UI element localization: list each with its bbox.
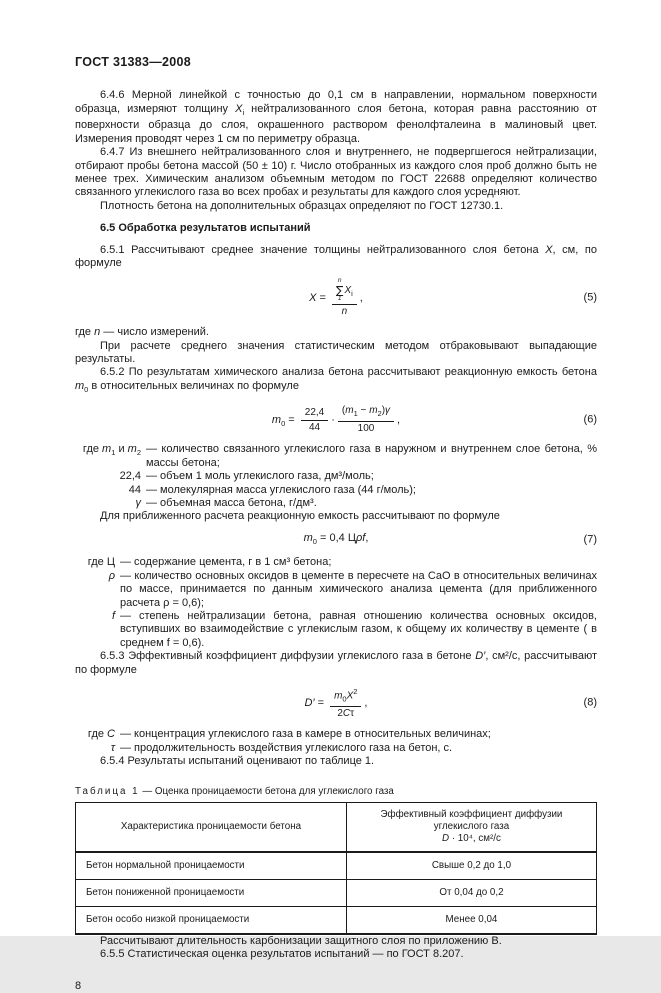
table-caption-text: Оценка проницаемости бетона для углекислого газа: [154, 785, 394, 797]
fraction-denominator: 100: [357, 423, 375, 435]
table-caption: [75, 785, 597, 798]
paragraph-6-5-4: 6.5.4 Результаты испытаний оценивают по таблице 1.: [100, 755, 375, 768]
sigma-icon: ∑: [336, 284, 344, 298]
text-run: 6.5.1 Рассчитывают среднее значение толщины нейтрализованного слоя бетона: [100, 243, 546, 256]
var-d-prime: D′: [475, 650, 486, 663]
var-f: f: [111, 609, 115, 622]
equals-sign: =: [314, 696, 328, 709]
text-run: где: [75, 326, 95, 339]
var-c: C: [342, 708, 351, 720]
definition-list-formula-6: [75, 443, 597, 510]
paragraph-6-5-5: 6.5.5 Статистическая оценка результатов испытаний — по ГОСТ 8.207.: [100, 948, 464, 961]
var-x: X: [309, 292, 317, 305]
fraction: [301, 406, 328, 434]
formula-number: (5): [583, 291, 597, 304]
table-row: [76, 852, 597, 880]
text-run: — число измерений.: [100, 326, 209, 339]
paragraph-statistics: При расчете среднего значения статистическим методом отбраковывают выпадающие результаты.: [75, 339, 597, 365]
fraction: [338, 404, 394, 435]
text-run: · 10⁴, см²/с: [449, 832, 501, 844]
text-run: где: [82, 443, 103, 456]
definition-term: [75, 570, 120, 583]
equals-sign: = 0,4: [316, 531, 348, 544]
definition-text: — молекулярная масса углекислого газа (44 г/моль);: [146, 483, 416, 496]
var-x: X: [235, 102, 243, 115]
formula-5-body: [309, 277, 363, 318]
fraction-numerator: 22,4: [301, 406, 328, 421]
equals-sign: =: [285, 413, 298, 426]
var-m-subscript: 1: [353, 409, 358, 419]
table-row: [76, 879, 597, 906]
var-m: m: [334, 690, 343, 702]
fraction-denominator: [330, 707, 361, 720]
formula-number: (8): [583, 695, 597, 708]
text-run: 6.5.2 По результатам химического анализа бетона рассчитывают реакционную емкость бетона: [100, 366, 597, 379]
formula-number: (7): [583, 533, 597, 546]
formula-7-body: [304, 532, 369, 544]
definition-row-m1-m2: [75, 443, 597, 470]
sum-lower-limit: 1: [337, 295, 342, 303]
var-m: m: [369, 405, 378, 417]
definition-text: — продолжительность воздействия углекислого газа на бетон, с.: [120, 741, 453, 754]
var-m-subscript: 2: [136, 448, 141, 458]
text-run: 22,4: [119, 470, 141, 483]
summation-sign: [336, 278, 343, 303]
var-m: m: [271, 413, 282, 426]
paragraph-6-5-2: [75, 366, 597, 396]
definition-text: — содержание цемента, г в 1 см³ бетона;: [120, 556, 332, 569]
multiplication-dot: ·: [331, 413, 335, 426]
text-run: 44: [128, 483, 141, 496]
definition-row-tau: [75, 742, 597, 755]
paragraph-approx: Для приближенного расчета реакционную емкость рассчитывают по формуле: [100, 510, 500, 523]
definition-text: — количество связанного углекислого газа в наружном и внутреннем слое бетона, % массы бетона;: [146, 443, 597, 469]
column-header-coefficient: [346, 802, 596, 852]
var-rho: ρ: [108, 569, 115, 582]
definition-row-c: [75, 728, 597, 741]
punctuation: ,: [359, 292, 363, 305]
formula-5: [75, 278, 597, 318]
definition-text: — концентрация углекислого газа в камере в относительных величинах;: [120, 728, 491, 741]
definition-text: — количество основных оксидов в цементе в пересчете на CaO в относительных величинах по массе, принимается по данным химического анализа цемента (для приближенного расчета ρ = 0,6);: [120, 569, 597, 609]
cell-value: Свыше 0,2 до 1,0: [346, 852, 596, 880]
text-run: , см²/с, рассчитывают по формуле: [75, 650, 598, 676]
var-tau: τ: [110, 741, 115, 754]
definition-list-formula-8: [75, 728, 597, 755]
definition-term: [75, 484, 146, 497]
punctuation: ,: [364, 696, 368, 709]
cell-characteristic: Бетон пониженной проницаемости: [76, 879, 347, 906]
var-m-subscript: 0: [312, 536, 317, 546]
section-heading-6-5: 6.5 Обработка результатов испытаний: [100, 222, 311, 235]
fraction-denominator: [332, 305, 357, 318]
equals-sign: =: [316, 292, 330, 305]
formula-6-body: [271, 405, 401, 435]
doc-code-header: ГОСТ 31383—2008: [75, 55, 192, 69]
text-run: , см, по формуле: [75, 243, 597, 270]
paragraph-6-5-1: [75, 244, 597, 271]
definition-list-formula-7: [75, 556, 597, 650]
definition-term: [75, 443, 146, 460]
var-m-subscript: 0: [84, 384, 89, 394]
fraction-numerator: [330, 685, 361, 707]
cell-characteristic: Бетон нормальной проницаемости: [76, 852, 347, 880]
var-d: D: [442, 832, 450, 844]
paragraph-carbonization: Рассчитывают длительность карбонизации защитного слоя по приложению В.: [100, 934, 502, 947]
var-m: m: [102, 443, 112, 456]
fraction: [332, 278, 357, 318]
var-f: f: [362, 531, 366, 544]
text-run: 6.5.3 Эффективный коэффициент диффузии углекислого газа в бетоне: [100, 650, 476, 663]
definition-term: [75, 497, 146, 510]
var-m: m: [75, 379, 85, 392]
permeability-table: [75, 802, 597, 935]
formula-8: [75, 685, 597, 720]
fraction-numerator: [338, 404, 394, 422]
var-c: C: [107, 728, 115, 741]
var-m: m: [127, 443, 137, 456]
fraction: [330, 685, 361, 720]
var-m-subscript: 1: [111, 448, 116, 458]
definition-row-rho: [75, 570, 597, 610]
var-x: X: [344, 285, 352, 297]
var-tau: τ: [350, 708, 355, 720]
var-m-subscript: 2: [377, 409, 382, 419]
definition-row-gamma: [75, 497, 597, 510]
cell-value: От 0,04 до 0,2: [346, 879, 596, 906]
paren: (: [341, 405, 346, 417]
var-x-exponent: 2: [353, 687, 358, 696]
formula-number: (6): [583, 413, 597, 426]
definition-term: [75, 610, 120, 623]
text-run: и: [115, 443, 128, 456]
var-x: X: [346, 690, 354, 702]
fraction-numerator: [332, 278, 357, 305]
var-m-subscript: 0: [342, 694, 347, 704]
var-gamma: γ: [385, 405, 391, 417]
text-run: 2: [337, 708, 343, 720]
var-d-prime: D′: [304, 696, 315, 709]
var-m-subscript: 0: [281, 418, 286, 428]
table-caption-label: Таблица 1: [75, 785, 140, 797]
punctuation: ,: [397, 413, 401, 426]
table-header-row: [76, 802, 597, 852]
minus-sign: −: [357, 405, 370, 417]
formula-8-body: [304, 687, 368, 720]
text-run: Эффективный коэффициент диффузии углекислого газа: [380, 808, 563, 832]
var-x-subscript: i: [242, 108, 245, 117]
definition-term: [75, 556, 120, 569]
var-x-subscript: i: [351, 289, 353, 299]
paragraph-where-n: [75, 326, 597, 339]
paren: ): [381, 405, 386, 417]
definition-term: [75, 470, 146, 483]
page-number: 8: [75, 979, 82, 992]
definition-text: — объем 1 моль углекислого газа, дм³/моль;: [146, 470, 374, 483]
cell-value: Менее 0,04: [346, 906, 596, 934]
var-m: m: [345, 405, 354, 417]
formula-6: [75, 404, 597, 435]
var-x: X: [545, 243, 553, 256]
text-run: 6.4.6 Мерной линейкой с точностью до 0,1 см в направлении, нормальном поверхности образца, измеряют толщину: [75, 89, 597, 115]
paragraph-density: Плотность бетона на дополнительных образцах определяют по ГОСТ 12730.1.: [100, 199, 504, 212]
formula-7: [75, 532, 597, 549]
var-cement: Ц: [347, 531, 356, 544]
definition-term: [75, 742, 120, 755]
column-header-characteristic: Характеристика проницаемости бетона: [76, 802, 347, 852]
definition-row-cement: [75, 556, 597, 569]
definition-row-22-4: [75, 470, 597, 483]
var-n: n: [94, 326, 101, 339]
sum-upper-limit: n: [337, 277, 342, 285]
definition-row-44: [75, 484, 597, 497]
definition-term: [75, 728, 120, 741]
paragraph-6-5-3: [75, 650, 597, 677]
table-row: [76, 906, 597, 934]
text-run: где Ц: [87, 556, 115, 569]
definition-text: — объемная масса бетона, г/дм³.: [146, 496, 317, 509]
definition-row-f: [75, 610, 597, 650]
paragraph-6-4-7: 6.4.7 Из внешнего нейтрализованного слоя и внутреннего, не подвергшегося нейтрализации, отбирают пробы бетона массой (50 ± 10) г. Число отобранных из каждого слоя проб должно быть не менее трех. Химическим анализом объемным методом по ГОСТ 22688 определяют количество связанного углекислого газа во всех пробах и результаты для каждого слоя усредняют.: [75, 146, 597, 199]
var-n: n: [341, 306, 348, 318]
var-rho: ρ: [355, 531, 363, 544]
text-run: нейтрализованного слоя бетона, которая равна расстоянию от поверхности образца до слоя, окрашенного раствором фенолфталеина в малиновый цвет. Измерения проводят через 1 см по периметру образца.: [75, 102, 598, 145]
dash: —: [139, 785, 155, 797]
cell-characteristic: Бетон особо низкой проницаемости: [76, 906, 347, 934]
definition-text: — степень нейтрализации бетона, равная отношению количества основных оксидов, вступивших во взаимодействие с углекислым газом, к общему их количеству в цементе ( в среднем f = 0,6).: [120, 609, 597, 649]
var-m: m: [303, 531, 313, 544]
text-run: в относительных величинах по формуле: [88, 379, 299, 392]
paragraph-6-4-6: [75, 89, 597, 146]
fraction-denominator: 44: [308, 421, 321, 433]
var-gamma: γ: [135, 496, 141, 509]
punctuation: ,: [365, 531, 369, 544]
text-run: где: [87, 728, 108, 741]
